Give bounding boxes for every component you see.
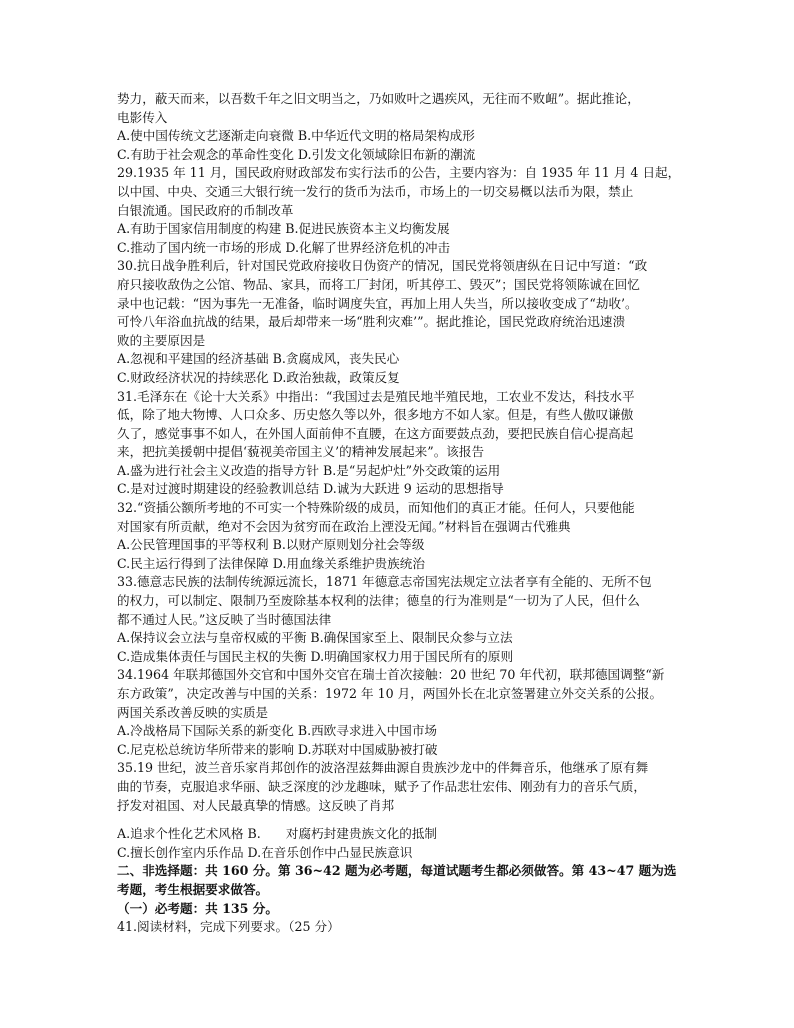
text-line: C.有助于社会观念的革命性变化 D.引发文化领域除旧布新的潮流 bbox=[117, 146, 476, 162]
text-line: 可怜八年浴血抗战的结果，最后却带来一场“胜利灾难’”。据此推论，国民党政府统治迅速溃 bbox=[117, 314, 626, 330]
text-line: 都不通过人民。”这反映了当时德国法律 bbox=[117, 611, 332, 627]
text-line: C.民主运行得到了法律保障 D.用血缘关系维护贵族统治 bbox=[117, 555, 425, 571]
exam-page bbox=[117, 90, 691, 937]
text-line: 抒发对祖国、对人民最真挚的情感。这反映了肖邦 bbox=[117, 797, 395, 813]
text-line: A.忽视和平建国的经济基础 B.贪腐成风，丧失民心 bbox=[117, 351, 400, 367]
text-line: A.追求个性化艺术风格 B. 对腐朽封建贵族文化的抵制 bbox=[117, 826, 438, 842]
text-line: 曲的节奏，克服追求华丽、缺乏深度的沙龙趣味，赋予了作品悲壮宏伟、刚劲有力的音乐气质， bbox=[117, 778, 646, 794]
text-line: 电影传入 bbox=[117, 109, 168, 125]
text-line: A.有助于国家信用制度的构建 B.促进民族资本主义均衡发展 bbox=[117, 221, 450, 237]
text-line: 败的主要原因是 bbox=[117, 332, 206, 348]
text-line: 31.毛泽东在《论十大关系》中指出：“我国过去是殖民地半殖民地，工农业不发达，科技水平 bbox=[117, 388, 635, 404]
text-line: C.是对过渡时期建设的经验教训总结 D.诚为大跃进 9 运动的思想指导 bbox=[117, 481, 504, 497]
text-line: C.财政经济状况的持续恶化 D.政治独裁，政策反复 bbox=[117, 369, 400, 385]
text-line: 久了，感觉事事不如人，在外国人面前伸不直腰，在这方面要鼓点劲，要把民族自信心提高起 bbox=[117, 425, 634, 441]
text-line: 两国关系改善反映的实质是 bbox=[117, 704, 269, 720]
text-line: 的权力，可以制定、限制乃至废除基本权利的法律；德皇的行为准则是“一切为了人民，但什么 bbox=[117, 593, 640, 609]
text-line: C.造成集体责任与国民主权的失衡 D.明确国家权力用于国民所有的原则 bbox=[117, 648, 514, 664]
text-line: A.使中国传统文艺逐渐走向衰微 B.中华近代文明的格局架构成形 bbox=[117, 128, 475, 144]
text-line: 低，除了地大物博、人口众多、历史悠久等以外，很多地方不如人家。但是，有些人傲叹谦傲 bbox=[117, 407, 634, 423]
question-35-options bbox=[117, 825, 691, 862]
question-41: 41.阅读材料，完成下列要求。（25 分） bbox=[117, 919, 340, 935]
text-line: A.保持议会立法与皇帝权威的平衡 B.确保国家至上、限制民众参与立法 bbox=[117, 630, 513, 646]
text-line: 32.“资插公额所考地的不可实一个特殊阶级的成员，而知他们的真正才能。任何人，只要他能 bbox=[117, 500, 635, 516]
text-line: 录中也记载：“因为事先一无准备，临时调度失宜，再加上用人失当，所以接收变成了“劫收’。 bbox=[117, 295, 638, 311]
text-line: 东方政策”，决定改善与中国的关系：1972 年 10 月，两国外长在北京签署建立外交关系的公报。 bbox=[117, 686, 663, 701]
question-text-block bbox=[117, 90, 691, 815]
text-line: 来，把抗美援朝中提倡‘藐视美帝国主义’的精神发展起来”。该报告 bbox=[117, 444, 485, 460]
text-line: C.擅长创作室内乐作品 D.在音乐创作中凸显民族意识 bbox=[117, 844, 413, 860]
text-line: 30.抗日战争胜利后，针对国民党政府接收日伪资产的情况，国民党将领唐纵在日记中写道：“政 bbox=[117, 258, 648, 274]
text-line: A.盛为进行社会主义改造的指导方针 B.是“另起炉灶”外交政策的运用 bbox=[117, 462, 501, 478]
text-line: 势力，蔽天而来，以吾数千年之旧文明当之，乃如败叶之遇疾风，无往而不败衄”。据此推论， bbox=[117, 91, 640, 106]
text-line: 府只接收敌伪之公馆、物品、家具，而将工厂封闭，听其停工、毁灭”；国民党将领陈诚在回忆 bbox=[117, 276, 640, 292]
section-heading: 二、非选择题：共 160 分。第 36~42 题为必考题，每道试题考生都必须做答。第 43~47 题为选 bbox=[117, 863, 677, 879]
text-line: 对国家有所贡献，绝对不会因为贫穷而在政治上湮没无闻。”材料旨在强调古代雅典 bbox=[117, 518, 571, 534]
text-line: 35.19 世纪，波兰音乐家肖邦创作的波洛涅兹舞曲源自贵族沙龙中的伴舞音乐，他继承了原有舞 bbox=[117, 760, 649, 776]
section-subheading: （一）必考题：共 135 分。 bbox=[117, 900, 278, 916]
text-line: 以中国、中央、交通三大银行统一发行的货币为法币，市场上的一切交易概以法币为限，禁止 bbox=[117, 183, 634, 199]
text-line: A.冷战格局下国际关系的新变化 B.西欧寻求进入中国市场 bbox=[117, 723, 438, 739]
text-line: 白银流通。国民政府的币制改革 bbox=[117, 202, 294, 218]
text-line: C.推动了国内统一市场的形成 D.化解了世界经济危机的冲击 bbox=[117, 239, 451, 255]
text-line: A.公民管理国事的平等权利 B.以财产原则划分社会等级 bbox=[117, 537, 425, 553]
spacer bbox=[117, 815, 691, 825]
text-line: C.尼克松总统访华所带来的影响 D.苏联对中国威胁被打破 bbox=[117, 741, 438, 757]
text-line: 29.1935 年 11 月，国民政府财政部发布实行法币的公告，主要内容为：自 1935 年 11 月 4 日起， bbox=[117, 165, 681, 181]
section-heading-cont: 考题，考生根据要求做答。 bbox=[117, 881, 269, 897]
text-line: 34.1964 年联邦德国外交官和中国外交官在瑞士首次接触：20 世纪 70 年代初，联邦德国调整“新 bbox=[117, 667, 665, 683]
text-line: 33.德意志民族的法制传统源远流长，1871 年德意志帝国宪法规定立法者享有全能的、无所不包 bbox=[117, 574, 652, 590]
